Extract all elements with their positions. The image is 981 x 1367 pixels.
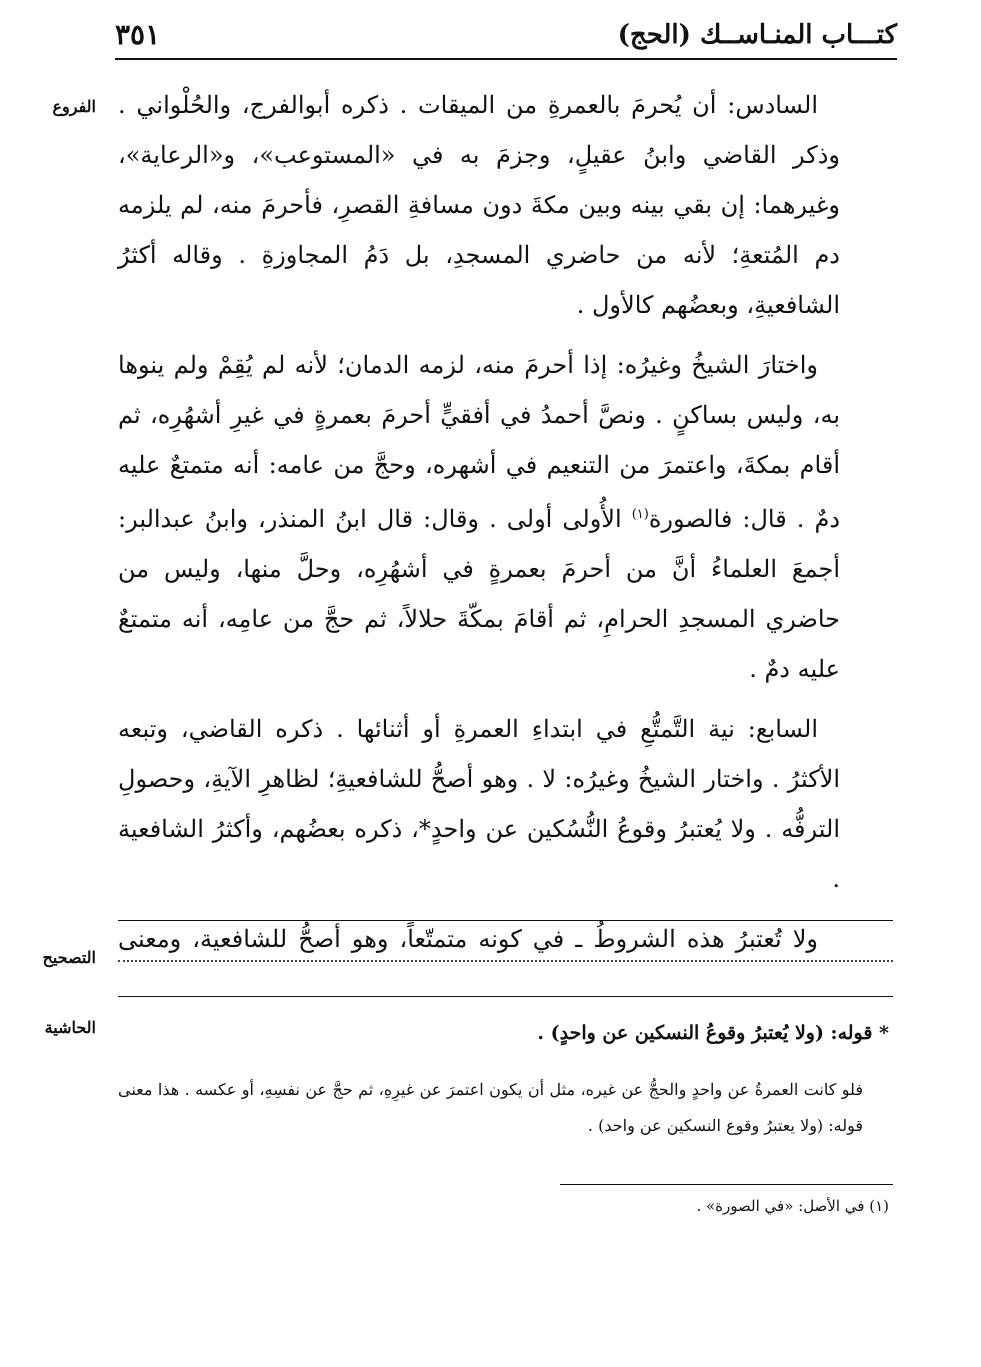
main-text: [118, 80, 840, 974]
margin-label-hashiya: الحاشية: [44, 1018, 96, 1037]
footnote-marker[interactable]: (١): [631, 507, 649, 522]
paragraph-shaykh-opinion: [118, 340, 840, 694]
paragraph-text-part: واختارَ الشيخُ وغيرُه: إذا أحرمَ منه، لزمه الدمان؛ لأنه لم يُقِمْ ولم ينوها به، وليس بساكنٍ . ونصَّ أحمدُ في أفقيٍّ أحرمَ بعمرةٍ في غيرِ أشهُرِه، ثم أقام بمكةَ، واعتمرَ من التنعيم في أشهره، وحجَّ من عامه: أنه متمتعٌ عليه دمٌ . قال: فالصورة: [118, 351, 841, 533]
paragraph-sixth-condition: السادس: أن يُحرمَ بالعمرةِ من الميقات . ذكره أبوالفرج، والحُلْواني . وذكر القاضي وابنُ عقيلٍ، وجزمَ به في «المستوعب»، و«الرعاية»، وغيرهما: إن بقي بينه وبين مكةَ دون مسافةِ القصرِ، فأحرمَ منه، لم يلزمه دم المُتعةِ؛ لأنه من حاضري المسجدِ، بل دَمُ المجاوزةِ . وقاله أكثرُ الشافعيةِ، وبعضُهم كالأول .: [118, 91, 840, 319]
footnote-rule: [560, 1184, 893, 1185]
hashiya-heading: * قوله: (ولا يُعتبرُ وقوعُ النسكين عن واحدٍ) .: [537, 1022, 889, 1044]
footnote: (١) في الأصل: «في الصورة» .: [696, 1197, 889, 1215]
margin-label-furu: الفروع: [52, 97, 96, 116]
header-title: كتـــاب المنـاســك (الحج): [617, 20, 897, 50]
page-number: ٣٥١: [115, 18, 161, 51]
page-header: [115, 18, 897, 60]
paragraph-seventh-condition: السابع: نية التَّمتُّعِ في ابتداءِ العمرةِ أو أثنائها . ذكره القاضي، وتبعه الأكثرُ . واختار الشيخُ وغيرُه: لا . وهو أصحُّ للشافعيةِ؛ لظاهرِ الآيةِ، وحصولِ الترفُّه . ولا يُعتبرُ وقوعُ النُّسُكين عن واحدٍ*، ذكره بعضُهم، وأكثرُ الشافعية .: [118, 715, 840, 893]
separator-line: [118, 996, 893, 997]
hashiya-body: فلو كانت العمرةُ عن واحدٍ والحجُّ عن غيره، مثل أن يكون اعتمرَ عن غيرِهِ، ثم حجَّ عن نفسِهِ، أو عكسه . هذا معنى قوله: (ولا يعتبرُ وقوع النسكين عن واحد) .: [118, 1080, 863, 1135]
separator-line: [118, 920, 893, 921]
paragraph-text-part: الأُولى أولى . وقال: قال ابنُ المنذر، وابنُ عبدالبر: أجمعَ العلماءُ أنَّ من أحرمَ بعمرةٍ في أشهُرِه، وحلَّ منها، وليس من حاضري المسجدِ الحرامِ، ثم أقامَ بمكّةَ حلالاً، ثم حجَّ من عامِه، أنه متمتعٌ عليه دمٌ .: [118, 505, 840, 683]
tashih-dotted-line: [118, 960, 893, 962]
paragraph-continuation: ولا تُعتبرُ هذه الشروطُ ـ في كونه متمتّعاً، وهو أصحُّ للشافعية، ومعنى: [118, 925, 818, 953]
margin-label-tashih: التصحيح: [42, 948, 96, 967]
